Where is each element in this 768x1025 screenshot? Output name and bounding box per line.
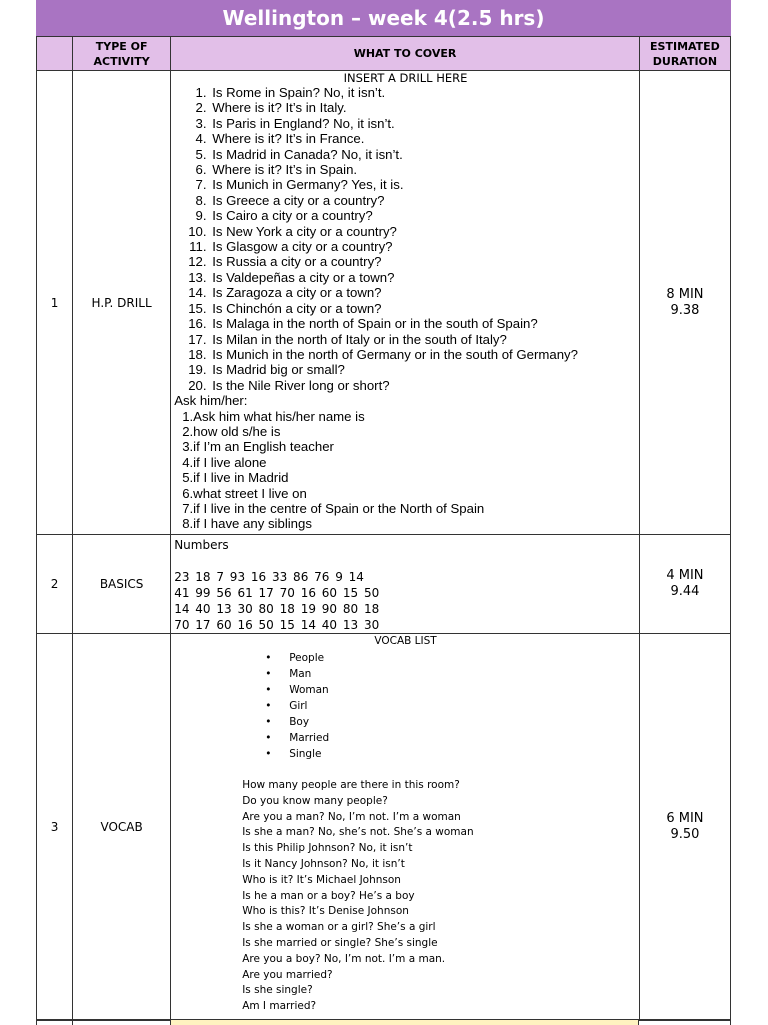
header-what-to-cover: WHAT TO COVER [171,37,640,71]
list-item: How many people are there in this room? [242,779,460,791]
bullet-icon: • [265,700,272,712]
vocab-word: Married [289,732,330,744]
vocab-word: People [289,652,325,664]
duration-cell [639,535,730,634]
table-row [37,634,731,1021]
list-item: 5. Is Madrid in Canada? No, it isn’t. [210,147,637,162]
activity-type: H.P. DRILL [73,71,171,535]
header-row [37,37,731,71]
table-divider [730,1020,731,1025]
vocab-word: Woman [289,684,329,696]
list-item: Do you know many people? [242,794,388,807]
table-divider [170,1020,171,1025]
list-item: 18. Is Munich in the north of Germany or in the south of Germany? [210,347,637,362]
list-item: Are you married? [242,968,333,981]
list-item: 20. Is the Nile River long or short? [210,378,637,393]
list-item: Am I married? [242,1000,317,1013]
vocab-item [265,746,637,762]
lesson-plan-table [36,36,731,1021]
number-grid [174,569,637,633]
list-item: 70 17 60 16 50 15 14 40 13 30 [174,618,380,632]
header-type-of-activity: TYPE OF ACTIVITY [73,37,171,71]
vocab-word: Boy [289,716,310,728]
list-item: 4.if I live alone [182,454,267,470]
list-item: 9. Is Cairo a city or a country? [210,208,637,223]
table-row [37,71,731,535]
list-item: 6.what street I live on [182,485,307,501]
vocab-item [265,666,637,682]
lesson-plan-sheet [36,0,731,1021]
list-item: Who is this? It’s Denise Johnson [242,905,409,918]
row-number: 3 [37,634,73,1021]
table-divider [36,1020,37,1025]
list-item: 1. Is Rome in Spain? No, it isn’t. [210,85,637,100]
drill-heading: INSERT A DRILL HERE [343,71,468,85]
header-estimated-duration: ESTIMATED DURATION [639,37,730,71]
list-item: 17. Is Milan in the north of Italy or in the south of Italy? [210,332,637,347]
list-item: 23 18 7 93 16 33 86 76 9 14 [174,570,364,584]
duration-time: 9.38 [670,302,700,318]
list-item: 14 40 13 30 80 18 19 90 80 18 [174,602,380,616]
list-item: 41 99 56 61 17 70 16 60 15 50 [174,586,380,600]
duration-time: 9.44 [670,584,700,599]
vocab-heading: VOCAB LIST [374,635,437,647]
list-item: 8.if I have any siblings [182,516,312,532]
duration-cell [639,634,730,1021]
list-item: 10. Is New York a city or a country? [210,224,637,239]
table-divider [638,1020,639,1025]
list-item: 8. Is Greece a city or a country? [210,193,637,208]
row-number: 1 [37,71,73,535]
list-item: 13. Is Valdepeñas a city or a town? [210,270,637,285]
ask-intro: Ask him/her: [174,393,248,409]
drill-list [174,85,637,393]
duration-time: 9.50 [670,827,700,842]
list-item: 11. Is Glasgow a city or a country? [210,239,637,254]
basics-label: Numbers [174,538,229,552]
table-divider [72,1020,73,1025]
what-to-cover-cell [171,535,640,634]
what-to-cover-cell [171,634,640,1021]
vocab-word: Girl [289,700,308,712]
list-item: Is she single? [242,984,313,997]
list-item: 5.if I live in Madrid [182,470,289,486]
vocab-word: Man [289,668,312,680]
duration-minutes: 4 MIN [666,568,704,583]
bullet-icon: • [265,652,272,664]
list-item: 4. Where is it? It’s in France. [210,131,637,146]
next-row-partial [36,1019,731,1025]
duration-cell [639,71,730,535]
ask-list [174,409,637,532]
bullet-icon: • [265,716,272,728]
list-item: 7. Is Munich in Germany? Yes, it is. [210,177,637,192]
list-item: 3.if I’m an English teacher [182,439,334,455]
duration-minutes: 8 MIN [666,286,704,302]
list-item: 15. Is Chinchón a city or a town? [210,301,637,316]
list-item: Are you a boy? No, I’m not. I’m a man. [242,952,446,965]
vocab-item [265,714,637,730]
list-item: Is it Nancy Johnson? No, it isn’t [242,857,405,870]
list-item: Is this Philip Johnson? No, it isn’t [242,842,413,855]
bullet-icon: • [265,668,272,680]
list-item: Are you a man? No, I’m not. I’m a woman [242,810,461,823]
header-number [37,37,73,71]
list-item: Is she a man? No, she’s not. She’s a woman [242,826,474,839]
list-item: 2. Where is it? It’s in Italy. [210,100,637,115]
vocab-list [174,650,637,762]
list-item: 1.Ask him what his/her name is [182,408,365,424]
list-item: 7.if I live in the centre of Spain or the North of Spain [182,500,485,516]
list-item: Is she married or single? She’s single [242,936,438,949]
bullet-icon: • [265,748,272,760]
vocab-questions [174,778,637,1015]
bullet-icon: • [265,684,272,696]
row-number: 2 [37,535,73,634]
list-item: 2.how old s/he is [182,423,281,439]
vocab-word: Single [289,748,322,760]
list-item: 3. Is Paris in England? No, it isn’t. [210,116,637,131]
vocab-item [265,650,637,666]
list-item: Who is it? It’s Michael Johnson [242,873,401,886]
list-item: 12. Is Russia a city or a country? [210,254,637,269]
list-item: 14. Is Zaragoza a city or a town? [210,285,637,300]
duration-minutes: 6 MIN [666,811,704,826]
list-item: 16. Is Malaga in the north of Spain or in the south of Spain? [210,316,637,331]
table-row [37,535,731,634]
next-row-highlight [171,1020,638,1025]
vocab-item [265,730,637,746]
vocab-item [265,682,637,698]
list-item: Is he a man or a boy? He’s a boy [242,889,415,902]
bullet-icon: • [265,732,272,744]
list-item: 19. Is Madrid big or small? [210,362,637,377]
activity-type: BASICS [73,535,171,634]
list-item: 6. Where is it? It’s in Spain. [210,162,637,177]
list-item: Is she a woman or a girl? She’s a girl [242,921,436,934]
page-title: Wellington – week 4(2.5 hrs) [36,0,731,36]
what-to-cover-cell [171,71,640,535]
vocab-item [265,698,637,714]
activity-type: VOCAB [73,634,171,1021]
